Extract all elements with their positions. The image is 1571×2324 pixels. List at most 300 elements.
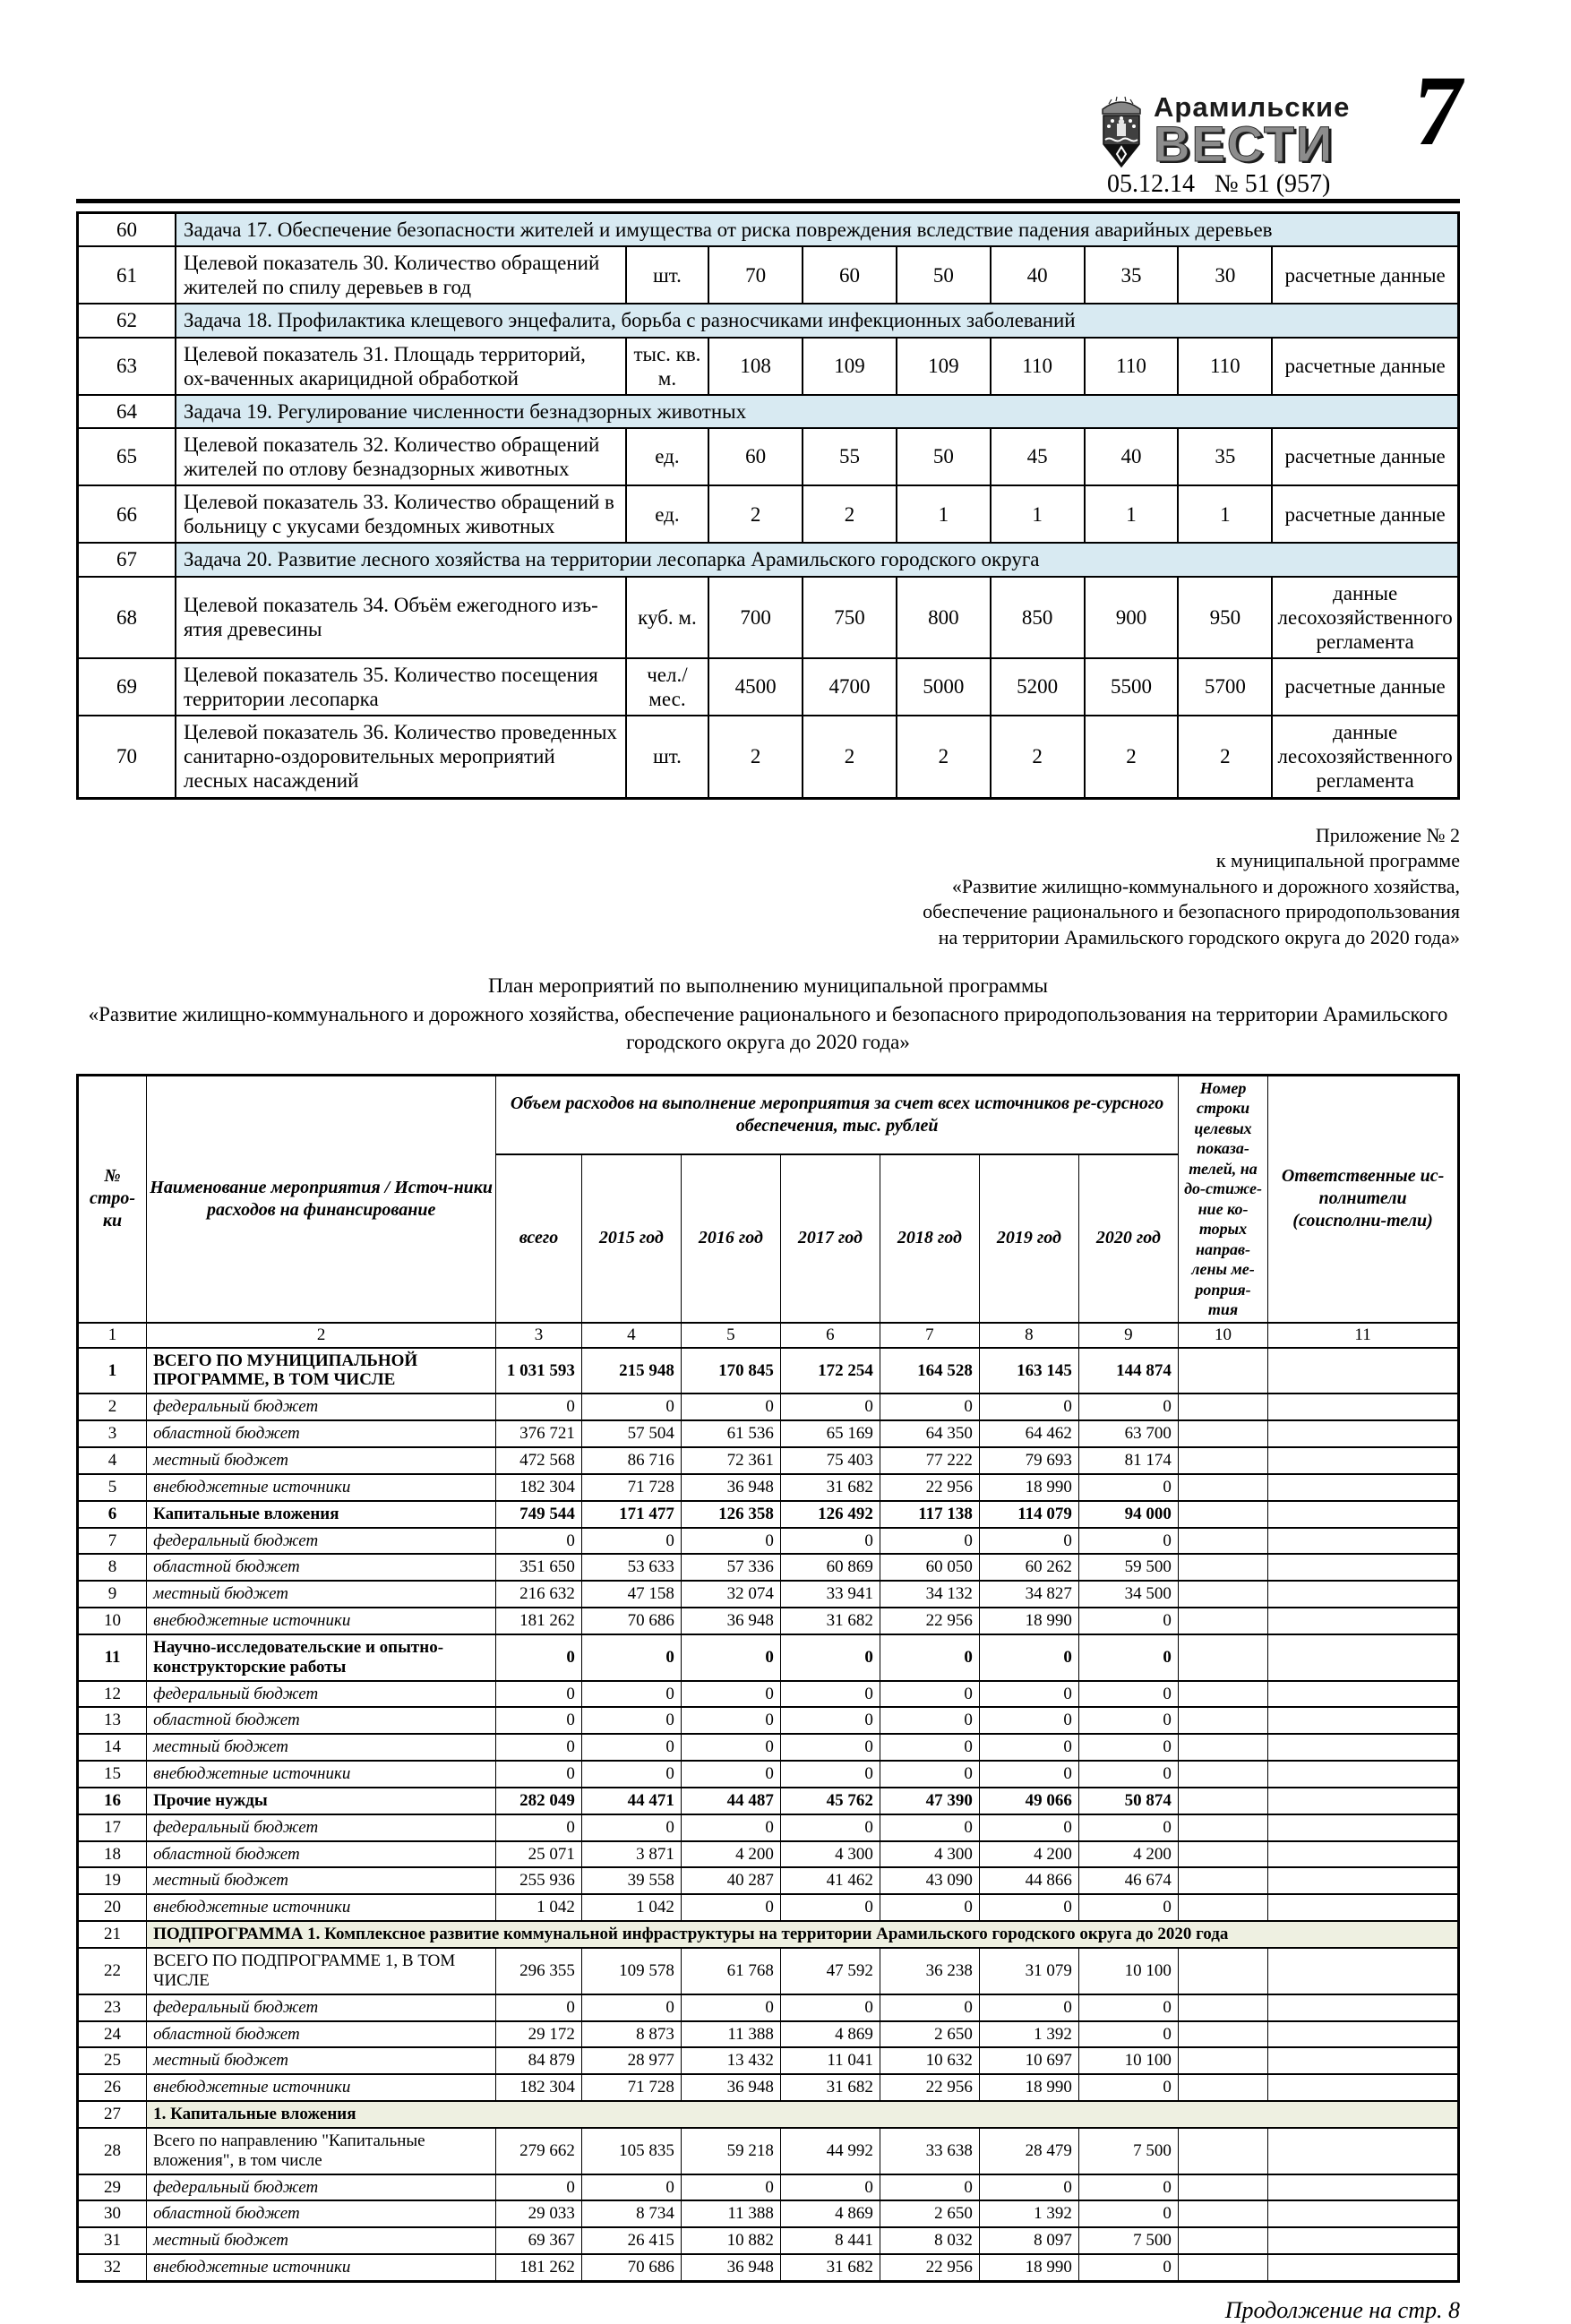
amount-cell: 0 [1078, 1608, 1178, 1634]
value-cell: 70 [708, 246, 803, 304]
appendix-line: «Развитие жилищно-коммунального и дорожного хозяйства, [951, 874, 1460, 897]
measure-name-cell: ВСЕГО ПО МУНИЦИПАЛЬНОЙ ПРОГРАММЕ, В ТОМ ЧИСЛЕ [147, 1348, 496, 1394]
plan-row [78, 1894, 1459, 1921]
line-number-cell: 16 [78, 1788, 147, 1814]
amount-cell: 0 [880, 1707, 979, 1734]
amount-cell: 44 471 [581, 1788, 681, 1814]
measure-name-cell: внебюджетные источники [147, 2074, 496, 2101]
measure-name-cell: внебюджетные источники [147, 1894, 496, 1921]
value-cell: 55 [803, 428, 897, 485]
measure-name-cell: Всего по направлению "Капитальные вложения", в том числе [147, 2128, 496, 2174]
issue-date: 05.12.14 [1107, 170, 1195, 198]
value-cell: 5700 [1178, 658, 1272, 716]
amount-cell: 34 500 [1078, 1581, 1178, 1608]
target-rows-cell [1178, 1761, 1267, 1788]
value-cell: 45 [991, 428, 1085, 485]
line-number-cell: 27 [78, 2101, 147, 2128]
amount-cell: 216 632 [496, 1581, 582, 1608]
amount-cell: 4 200 [1078, 1841, 1178, 1868]
header-measure-name: Наименование мероприятия / Источ-ники расходов на финансирование [147, 1075, 496, 1323]
target-rows-cell [1178, 2021, 1267, 2048]
amount-cell: 114 079 [979, 1501, 1078, 1528]
line-number-cell: 31 [78, 2227, 147, 2254]
executors-cell [1268, 2021, 1459, 2048]
line-number-cell: 14 [78, 1734, 147, 1761]
executors-cell [1268, 1581, 1459, 1608]
amount-cell: 0 [681, 1394, 780, 1420]
target-rows-cell [1178, 1554, 1267, 1581]
amount-cell: 0 [979, 1894, 1078, 1921]
amount-cell: 0 [1078, 1528, 1178, 1555]
amount-cell: 11 388 [681, 2021, 780, 2048]
measure-name-cell: внебюджетные источники [147, 2254, 496, 2281]
amount-cell: 29 172 [496, 2021, 582, 2048]
coat-of-arms-icon [1100, 93, 1143, 168]
amount-cell: 749 544 [496, 1501, 582, 1528]
amount-cell: 2 650 [880, 2021, 979, 2048]
plan-row [78, 2200, 1459, 2227]
amount-cell: 81 174 [1078, 1447, 1178, 1474]
amount-cell: 3 871 [581, 1841, 681, 1868]
indicator-name-cell: Целевой показатель 31. Площадь территорий, ох-ваченных акарицидной обработкой [176, 338, 626, 395]
amount-cell: 0 [780, 1894, 880, 1921]
value-cell: 109 [803, 338, 897, 395]
value-cell: 50 [897, 428, 991, 485]
measure-name-cell: областной бюджет [147, 1841, 496, 1868]
amount-cell: 34 827 [979, 1581, 1078, 1608]
plan-row [78, 1420, 1459, 1447]
amount-cell: 34 132 [880, 1581, 979, 1608]
amount-cell: 126 358 [681, 1501, 780, 1528]
line-number-cell: 8 [78, 1554, 147, 1581]
plan-row [78, 1554, 1459, 1581]
line-number-cell: 4 [78, 1447, 147, 1474]
amount-cell: 376 721 [496, 1420, 582, 1447]
amount-cell: 26 415 [581, 2227, 681, 2254]
plan-row [78, 1681, 1459, 1708]
amount-cell: 472 568 [496, 1447, 582, 1474]
plan-row [78, 2047, 1459, 2074]
amount-cell: 7 500 [1078, 2227, 1178, 2254]
amount-cell: 36 238 [880, 1948, 979, 1994]
amount-cell: 10 100 [1078, 1948, 1178, 1994]
value-cell: 110 [1178, 338, 1272, 395]
appendix-line: Приложение № 2 [1315, 823, 1460, 846]
plan-row [78, 1528, 1459, 1555]
line-number-cell: 22 [78, 1948, 147, 1994]
amount-cell: 0 [780, 1761, 880, 1788]
amount-cell: 7 500 [1078, 2128, 1178, 2174]
executors-cell [1268, 2200, 1459, 2227]
value-cell: 1 [1178, 485, 1272, 543]
issue-number: № 51 (957) [1215, 170, 1331, 198]
amount-cell: 0 [780, 1681, 880, 1708]
line-number-cell: 1 [78, 1348, 147, 1394]
line-number-cell: 26 [78, 2074, 147, 2101]
header-total-col: всего [496, 1154, 582, 1323]
amount-cell: 0 [1078, 1894, 1178, 1921]
amount-cell: 144 874 [1078, 1348, 1178, 1394]
amount-cell: 77 222 [880, 1447, 979, 1474]
header-rule [76, 199, 1460, 203]
amount-cell: 75 403 [780, 1447, 880, 1474]
plan-row [78, 1634, 1459, 1681]
amount-cell: 0 [1078, 1474, 1178, 1501]
value-cell: 40 [1085, 428, 1179, 485]
amount-cell: 64 350 [880, 1420, 979, 1447]
amount-cell: 0 [979, 1994, 1078, 2021]
indicator-name-cell: Целевой показатель 33. Количество обращений в больницу с укусами бездомных животных [176, 485, 626, 543]
target-rows-cell [1178, 1394, 1267, 1420]
row-number-cell: 60 [78, 213, 176, 247]
row-number-cell: 67 [78, 543, 176, 576]
amount-cell: 79 693 [979, 1447, 1078, 1474]
amount-cell: 53 633 [581, 1554, 681, 1581]
column-number-cell: 7 [880, 1323, 979, 1348]
unit-cell: ед. [626, 428, 709, 485]
amount-cell: 33 638 [880, 2128, 979, 2174]
column-number-cell: 3 [496, 1323, 582, 1348]
amount-cell: 215 948 [581, 1348, 681, 1394]
header-year-col: 2018 год [880, 1154, 979, 1323]
value-cell: 35 [1178, 428, 1272, 485]
amount-cell: 18 990 [979, 2074, 1078, 2101]
unit-cell: тыс. кв. м. [626, 338, 709, 395]
executors-cell [1268, 2254, 1459, 2281]
amount-cell: 4 300 [880, 1841, 979, 1868]
column-number-cell: 11 [1268, 1323, 1459, 1348]
amount-cell: 0 [979, 2174, 1078, 2201]
measure-name-cell: местный бюджет [147, 2227, 496, 2254]
amount-cell: 70 686 [581, 1608, 681, 1634]
amount-cell: 8 441 [780, 2227, 880, 2254]
column-number-cell: 8 [979, 1323, 1078, 1348]
amount-cell: 0 [1078, 2174, 1178, 2201]
row-number-cell: 68 [78, 577, 176, 658]
amount-cell: 296 355 [496, 1948, 582, 1994]
line-number-cell: 17 [78, 1814, 147, 1841]
amount-cell: 0 [1078, 1814, 1178, 1841]
appendix-block [76, 823, 1460, 951]
target-rows-cell [1178, 1581, 1267, 1608]
value-cell: 1 [991, 485, 1085, 543]
amount-cell: 0 [496, 1761, 582, 1788]
amount-cell: 0 [780, 1814, 880, 1841]
unit-cell: куб. м. [626, 577, 709, 658]
section-title-cell: ПОДПРОГРАММА 1. Комплексное развитие коммунальной инфраструктуры на территории Арамильского городского округа до 2020 года [147, 1921, 1459, 1948]
source-cell: расчетные данные [1272, 246, 1458, 304]
amount-cell: 117 138 [880, 1501, 979, 1528]
column-number-cell: 9 [1078, 1323, 1178, 1348]
plan-title-block [76, 972, 1460, 1055]
amount-cell: 0 [979, 1394, 1078, 1420]
amount-cell: 61 768 [681, 1948, 780, 1994]
header-year-col: 2015 год [581, 1154, 681, 1323]
value-cell: 110 [1085, 338, 1179, 395]
line-number-cell: 11 [78, 1634, 147, 1681]
measure-name-cell: федеральный бюджет [147, 1528, 496, 1555]
task-row [78, 304, 1459, 337]
amount-cell: 0 [979, 1814, 1078, 1841]
amount-cell: 71 728 [581, 2074, 681, 2101]
amount-cell: 31 682 [780, 2074, 880, 2101]
amount-cell: 164 528 [880, 1348, 979, 1394]
amount-cell: 0 [780, 1394, 880, 1420]
target-rows-cell [1178, 1948, 1267, 1994]
measure-name-cell: федеральный бюджет [147, 1681, 496, 1708]
amount-cell: 18 990 [979, 2254, 1078, 2281]
value-cell: 2 [708, 485, 803, 543]
line-number-cell: 6 [78, 1501, 147, 1528]
plan-row [78, 1841, 1459, 1868]
executors-cell [1268, 1681, 1459, 1708]
measure-name-cell: областной бюджет [147, 1707, 496, 1734]
line-number-cell: 3 [78, 1420, 147, 1447]
line-number-cell: 18 [78, 1841, 147, 1868]
target-rows-cell [1178, 2074, 1267, 2101]
line-number-cell: 28 [78, 2128, 147, 2174]
amount-cell: 0 [496, 1634, 582, 1681]
plan-row [78, 2021, 1459, 2048]
target-rows-cell [1178, 2227, 1267, 2254]
value-cell: 2 [803, 716, 897, 798]
line-number-cell: 15 [78, 1761, 147, 1788]
row-number-cell: 70 [78, 716, 176, 798]
executors-cell [1268, 2074, 1459, 2101]
amount-cell: 0 [1078, 1634, 1178, 1681]
amount-cell: 0 [880, 1528, 979, 1555]
source-cell: расчетные данные [1272, 338, 1458, 395]
plan-row [78, 1501, 1459, 1528]
source-cell: расчетные данные [1272, 428, 1458, 485]
newspaper-brand [1100, 91, 1351, 172]
line-number-cell: 19 [78, 1867, 147, 1894]
amount-cell: 47 390 [880, 1788, 979, 1814]
amount-cell: 46 674 [1078, 1867, 1178, 1894]
value-cell: 5500 [1085, 658, 1179, 716]
plan-row [78, 1348, 1459, 1394]
column-number-cell: 4 [581, 1323, 681, 1348]
value-cell: 35 [1085, 246, 1179, 304]
unit-cell: чел./мес. [626, 658, 709, 716]
appendix-line: к муниципальной программе [1215, 849, 1460, 872]
value-cell: 750 [803, 577, 897, 658]
amount-cell: 57 504 [581, 1420, 681, 1447]
target-rows-cell [1178, 1894, 1267, 1921]
brand-text [1154, 91, 1351, 172]
newspaper-title-top: Арамильские [1154, 91, 1351, 123]
amount-cell: 22 956 [880, 2074, 979, 2101]
value-cell: 2 [708, 716, 803, 798]
target-rows-cell [1178, 1528, 1267, 1555]
amount-cell: 57 336 [681, 1554, 780, 1581]
executors-cell [1268, 1447, 1459, 1474]
target-rows-cell [1178, 1348, 1267, 1394]
amount-cell: 0 [880, 1634, 979, 1681]
line-number-cell: 10 [78, 1608, 147, 1634]
row-number-cell: 62 [78, 304, 176, 337]
header-year-col: 2017 год [780, 1154, 880, 1323]
header-executors: Ответственные ис-полнители (соисполни-тели) [1268, 1075, 1459, 1323]
amount-cell: 0 [880, 1994, 979, 2021]
amount-cell: 0 [496, 1528, 582, 1555]
amount-cell: 0 [1078, 1734, 1178, 1761]
amount-cell: 0 [581, 1734, 681, 1761]
task-cell: Задача 19. Регулирование численности безнадзорных животных [176, 395, 1459, 428]
amount-cell: 47 592 [780, 1948, 880, 1994]
amount-cell: 0 [681, 2174, 780, 2201]
indicator-name-cell: Целевой показатель 32. Количество обращений жителей по отлову безнадзорных животных [176, 428, 626, 485]
amount-cell: 0 [780, 1528, 880, 1555]
amount-cell: 28 479 [979, 2128, 1078, 2174]
value-cell: 40 [991, 246, 1085, 304]
header-target-rows: Номер строки целевых показа-телей, на до-стиже-ние ко-торых направ-лены ме-роприя-тия [1178, 1075, 1267, 1323]
measure-name-cell: местный бюджет [147, 1867, 496, 1894]
executors-cell [1268, 1867, 1459, 1894]
indicator-name-cell: Целевой показатель 35. Количество посещения территории лесопарка [176, 658, 626, 716]
measure-name-cell: областной бюджет [147, 2021, 496, 2048]
header-year-col: 2019 год [979, 1154, 1078, 1323]
amount-cell: 0 [979, 1734, 1078, 1761]
executors-cell [1268, 1734, 1459, 1761]
target-rows-cell [1178, 2200, 1267, 2227]
amount-cell: 351 650 [496, 1554, 582, 1581]
amount-cell: 47 158 [581, 1581, 681, 1608]
amount-cell: 72 361 [681, 1447, 780, 1474]
task-row [78, 543, 1459, 576]
amount-cell: 11 388 [681, 2200, 780, 2227]
executors-cell [1268, 1474, 1459, 1501]
amount-cell: 0 [681, 1634, 780, 1681]
amount-cell: 18 990 [979, 1608, 1078, 1634]
source-cell: расчетные данные [1272, 658, 1458, 716]
amount-cell: 0 [496, 1681, 582, 1708]
target-rows-cell [1178, 1608, 1267, 1634]
executors-cell [1268, 1608, 1459, 1634]
line-number-cell: 29 [78, 2174, 147, 2201]
amount-cell: 0 [780, 1734, 880, 1761]
targets-indicators-table [76, 211, 1460, 800]
amount-cell: 28 977 [581, 2047, 681, 2074]
plan-row [78, 1948, 1459, 1994]
plan-table-header-row [78, 1075, 1459, 1154]
indicator-row [78, 577, 1459, 658]
indicator-row [78, 658, 1459, 716]
line-number-cell: 21 [78, 1921, 147, 1948]
value-cell: 950 [1178, 577, 1272, 658]
target-rows-cell [1178, 1707, 1267, 1734]
amount-cell: 49 066 [979, 1788, 1078, 1814]
measure-name-cell: Научно-исследовательские и опытно-конструкторские работы [147, 1634, 496, 1681]
line-number-cell: 32 [78, 2254, 147, 2281]
measure-name-cell: областной бюджет [147, 1554, 496, 1581]
amount-cell: 0 [581, 1634, 681, 1681]
amount-cell: 36 948 [681, 1608, 780, 1634]
plan-row [78, 1994, 1459, 2021]
measure-name-cell: ВСЕГО ПО ПОДПРОГРАММЕ 1, В ТОМ ЧИСЛЕ [147, 1948, 496, 1994]
plan-row [78, 1707, 1459, 1734]
measure-name-cell: местный бюджет [147, 2047, 496, 2074]
value-cell: 850 [991, 577, 1085, 658]
target-rows-cell [1178, 1634, 1267, 1681]
line-number-cell: 5 [78, 1474, 147, 1501]
target-rows-cell [1178, 1841, 1267, 1868]
appendix-line: обеспечение рационального и безопасного природопользования [923, 900, 1460, 923]
amount-cell: 4 869 [780, 2021, 880, 2048]
line-number-cell: 12 [78, 1681, 147, 1708]
amount-cell: 171 477 [581, 1501, 681, 1528]
target-rows-cell [1178, 1994, 1267, 2021]
plan-row [78, 2074, 1459, 2101]
executors-cell [1268, 1814, 1459, 1841]
amount-cell: 0 [496, 1707, 582, 1734]
amount-cell: 60 050 [880, 1554, 979, 1581]
newspaper-title: ВЕСТИ [1154, 116, 1335, 172]
value-cell: 5000 [897, 658, 991, 716]
amount-cell: 22 956 [880, 1474, 979, 1501]
unit-cell: шт. [626, 246, 709, 304]
amount-cell: 31 682 [780, 1474, 880, 1501]
executors-cell [1268, 2128, 1459, 2174]
amount-cell: 0 [979, 1681, 1078, 1708]
executors-cell [1268, 1994, 1459, 2021]
amount-cell: 0 [880, 2174, 979, 2201]
line-number-cell: 25 [78, 2047, 147, 2074]
amount-cell: 59 218 [681, 2128, 780, 2174]
indicator-row [78, 485, 1459, 543]
amount-cell: 0 [1078, 2254, 1178, 2281]
amount-cell: 36 948 [681, 1474, 780, 1501]
plan-row [78, 1474, 1459, 1501]
executors-cell [1268, 1394, 1459, 1420]
measure-name-cell: внебюджетные источники [147, 1608, 496, 1634]
measure-name-cell: местный бюджет [147, 1734, 496, 1761]
plan-row [78, 2254, 1459, 2281]
amount-cell: 10 100 [1078, 2047, 1178, 2074]
amount-cell: 1 392 [979, 2200, 1078, 2227]
amount-cell: 8 873 [581, 2021, 681, 2048]
executors-cell [1268, 1788, 1459, 1814]
amount-cell: 4 869 [780, 2200, 880, 2227]
executors-cell [1268, 2174, 1459, 2201]
amount-cell: 0 [880, 1761, 979, 1788]
value-cell: 700 [708, 577, 803, 658]
amount-cell: 22 956 [880, 2254, 979, 2281]
amount-cell: 29 033 [496, 2200, 582, 2227]
value-cell: 4500 [708, 658, 803, 716]
amount-cell: 60 869 [780, 1554, 880, 1581]
amount-cell: 0 [1078, 1394, 1178, 1420]
amount-cell: 0 [681, 1894, 780, 1921]
executors-cell [1268, 1348, 1459, 1394]
amount-cell: 44 866 [979, 1867, 1078, 1894]
page-number: 7 [1407, 56, 1470, 167]
amount-cell: 39 558 [581, 1867, 681, 1894]
executors-cell [1268, 2227, 1459, 2254]
amount-cell: 43 090 [880, 1867, 979, 1894]
value-cell: 60 [803, 246, 897, 304]
amount-cell: 1 031 593 [496, 1348, 582, 1394]
amount-cell: 41 462 [780, 1867, 880, 1894]
amount-cell: 0 [979, 1707, 1078, 1734]
amount-cell: 0 [581, 2174, 681, 2201]
amount-cell: 0 [979, 1761, 1078, 1788]
plan-row [78, 1788, 1459, 1814]
amount-cell: 18 990 [979, 1474, 1078, 1501]
value-cell: 1 [1085, 485, 1179, 543]
target-rows-cell [1178, 1420, 1267, 1447]
amount-cell: 4 200 [979, 1841, 1078, 1868]
